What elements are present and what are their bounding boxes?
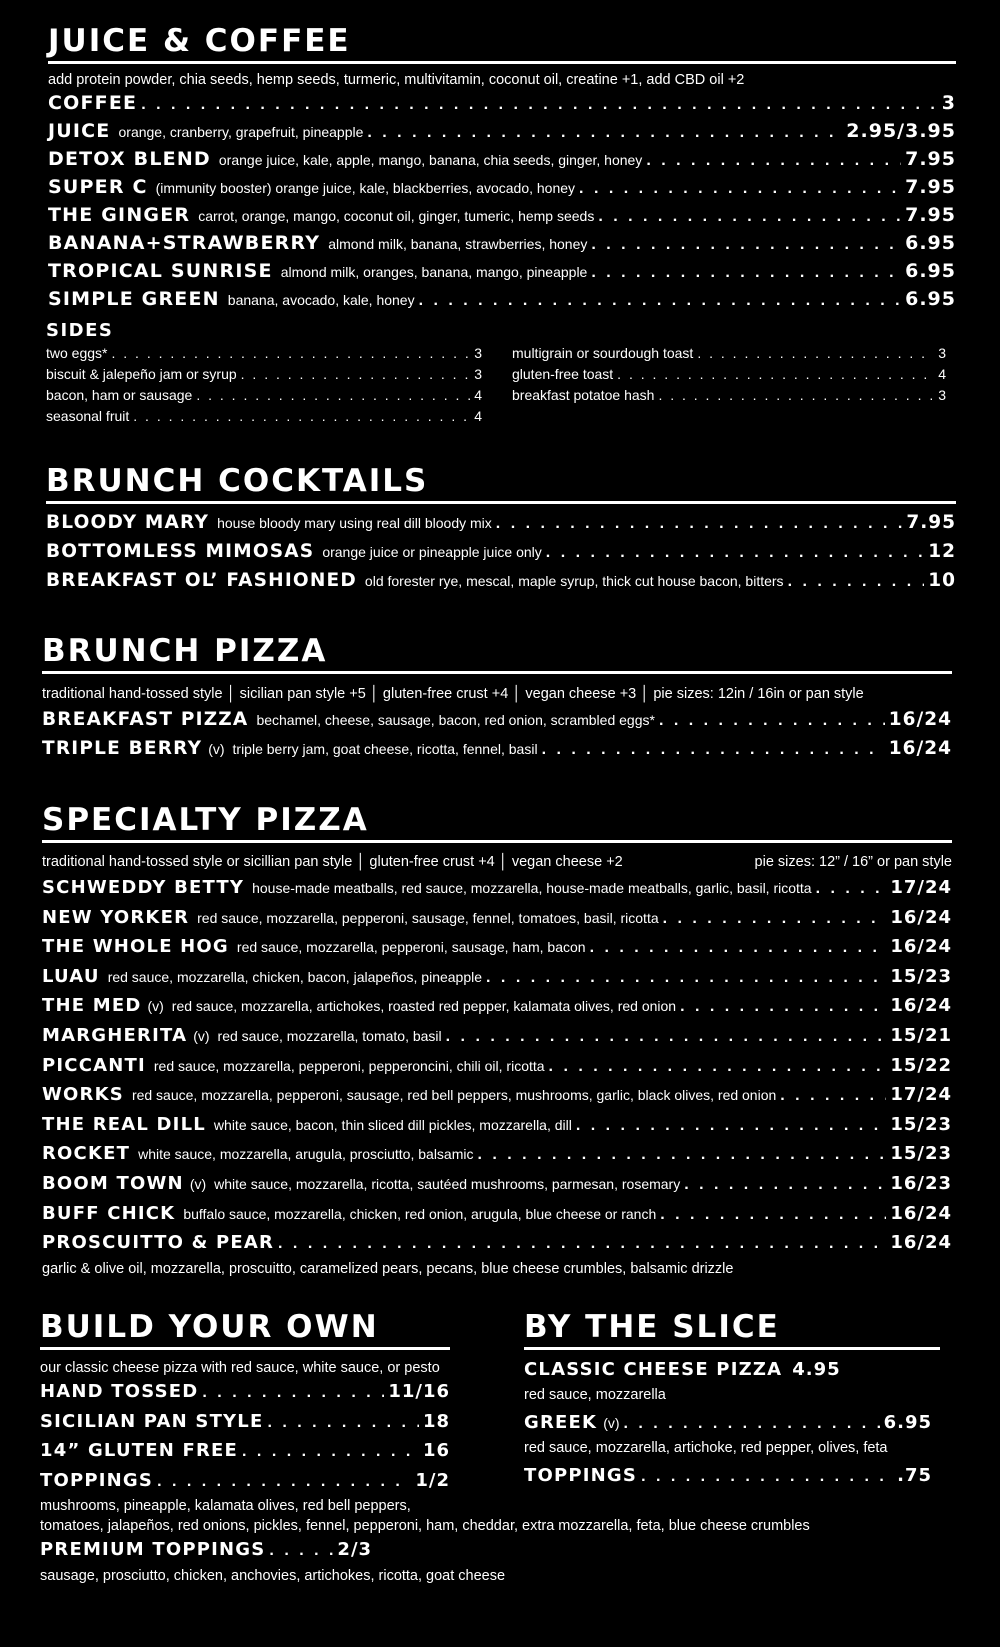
vegetarian-tag: (v) <box>147 998 164 1015</box>
leader-dots <box>591 232 901 258</box>
brunch-pizza-title: BRUNCH PIZZA <box>42 633 328 669</box>
item-name: TROPICAL SUNRISE <box>48 260 273 282</box>
menu-item-row <box>42 904 952 934</box>
juice-coffee-title: JUICE & COFFEE <box>48 23 351 59</box>
item-description: almond milk, banana, strawberries, honey <box>328 236 588 252</box>
leader-dots <box>684 1171 886 1200</box>
item-description: old forester rye, mescal, maple syrup, thick cut house bacon, bitters <box>364 573 784 589</box>
item-description: white sauce, bacon, thin sliced dill pickles, mozzarella, dill <box>213 1116 572 1133</box>
item-price: 7.95 <box>905 148 956 170</box>
item-name: BREAKFAST OL’ FASHIONED <box>46 570 357 591</box>
item-price: 15/23 <box>890 1143 952 1165</box>
leader-dots <box>278 1230 886 1259</box>
leader-dots <box>202 1379 384 1408</box>
brunch-pizza-section <box>42 634 952 764</box>
item-price: 16/23 <box>890 1172 952 1194</box>
side-item-row <box>46 385 482 406</box>
item-description: red sauce, mozzarella, chicken, bacon, jalapeños, pineapple <box>107 968 483 985</box>
side-name: two eggs* <box>46 345 108 361</box>
leader-dots <box>486 964 886 993</box>
item-description: red sauce, mozzarella, artichokes, roasted red pepper, kalamata olives, red onion <box>171 998 677 1015</box>
menu-item-row <box>42 874 952 904</box>
leader-dots <box>579 176 901 202</box>
proscuitto-pear-desc: garlic & olive oil, mozzarella, proscuitto, caramelized pears, pecans, blue cheese crumbles, balsamic drizzle <box>42 1260 734 1277</box>
leader-dots <box>659 707 885 735</box>
item-price: 10 <box>928 570 956 591</box>
item-price: 1/2 <box>415 1469 450 1491</box>
menu-item-row <box>48 146 956 174</box>
item-price: 6.95 <box>905 288 956 310</box>
item-description: orange juice or pineapple juice only <box>322 544 542 560</box>
item-description: almond milk, oranges, banana, mango, pineapple <box>280 264 588 280</box>
side-item-row <box>46 343 482 364</box>
menu-item-row <box>42 1022 952 1052</box>
menu-item-row <box>42 1081 952 1111</box>
item-name: COFFEE <box>48 92 138 114</box>
item-name: BOTTOMLESS MIMOSAS <box>46 541 315 562</box>
item-name: MARGHERITA <box>42 1024 188 1046</box>
item-name: THE REAL DILL <box>42 1113 206 1135</box>
greek-row <box>524 1409 932 1439</box>
greek-price: 6.95 <box>883 1411 932 1433</box>
leader-dots <box>446 1023 887 1052</box>
item-name: TRIPLE BERRY <box>42 738 203 759</box>
item-price: 16/24 <box>890 1232 952 1254</box>
toppings-list-line2: tomatoes, jalapeños, red onions, pickles, fennel, pepperoni, ham, cheddar, extra mozzarella, feta, blue cheese crumbles <box>40 1518 810 1535</box>
classic-cheese-row <box>524 1356 940 1385</box>
pie-sizes-note: pie sizes: 12” / 16” or pan style <box>754 854 952 870</box>
item-name: TOPPINGS <box>40 1469 154 1491</box>
side-name: bacon, ham or sausage <box>46 387 193 403</box>
item-name: SCHWEDDY BETTY <box>42 877 245 898</box>
build-your-own-title: BUILD YOUR OWN <box>40 1309 379 1345</box>
item-description: triple berry jam, goat cheese, ricotta, fennel, basil <box>232 741 538 757</box>
item-price: 17/24 <box>890 1084 952 1106</box>
side-price: 3 <box>938 345 946 361</box>
item-name: WORKS <box>42 1084 124 1106</box>
side-item-row <box>46 364 482 385</box>
item-price: 7.95 <box>905 176 956 198</box>
leader-dots <box>133 406 470 427</box>
item-price: 15/23 <box>890 1113 952 1135</box>
leader-dots <box>591 260 901 286</box>
side-price: 3 <box>938 387 946 403</box>
premium-toppings-price: 2/3 <box>337 1539 373 1561</box>
item-name: NEW YORKER <box>42 906 190 928</box>
leader-dots <box>780 1082 886 1111</box>
item-price: 3 <box>941 92 956 114</box>
menu-item-row <box>42 963 952 993</box>
item-price: 11/16 <box>388 1381 450 1402</box>
specialty-note: traditional hand-tossed style or sicillian pan style │ gluten-free crust +4 │ vegan cheese +2 <box>42 854 623 870</box>
item-description: (immunity booster) orange juice, kale, blackberries, avocado, honey <box>155 180 576 196</box>
item-price: 15/23 <box>890 965 952 987</box>
sides-left-list <box>46 343 482 427</box>
menu-item-row <box>42 992 952 1022</box>
toppings-list-line1: mushrooms, pineapple, kalamata olives, red bell peppers, <box>40 1498 411 1515</box>
item-name: SIMPLE GREEN <box>48 288 220 310</box>
item-name: LUAU <box>42 965 100 987</box>
byo-item-row <box>40 1437 450 1467</box>
side-item-row <box>512 343 946 364</box>
side-item-row <box>512 385 946 406</box>
byo-item-row <box>40 1378 450 1408</box>
menu-item-row <box>42 735 952 764</box>
side-name: breakfast potatoe hash <box>512 387 655 403</box>
greek-name: GREEK <box>524 1411 598 1433</box>
side-price: 4 <box>938 366 946 382</box>
leader-dots <box>196 385 470 406</box>
leader-dots <box>546 539 924 567</box>
item-description: orange, cranberry, grapefruit, pineapple <box>118 124 364 140</box>
classic-cheese-price: 4.95 <box>792 1359 841 1380</box>
menu-item-row <box>42 1052 952 1082</box>
menu-item-row <box>42 1111 952 1141</box>
item-description: house-made meatballs, red sauce, mozzarella, house-made meatballs, garlic, basil, ricotta <box>252 880 812 896</box>
menu-item-row <box>46 567 956 596</box>
item-price: 17/24 <box>890 877 952 898</box>
item-name: BANANA+STRAWBERRY <box>48 232 321 254</box>
cocktails-title: BRUNCH COCKTAILS <box>46 463 429 499</box>
item-description: red sauce, mozzarella, pepperoni, sausage, fennel, tomatoes, basil, ricotta <box>197 909 659 926</box>
side-name: multigrain or sourdough toast <box>512 345 694 361</box>
item-name: THE MED <box>42 995 142 1017</box>
item-name: SUPER C <box>48 176 148 198</box>
side-item-row <box>46 406 482 427</box>
premium-toppings-row <box>40 1536 450 1566</box>
item-name: THE WHOLE HOG <box>42 936 229 958</box>
item-price: 16/24 <box>888 738 952 759</box>
leader-dots <box>598 204 901 230</box>
menu-item-row <box>48 118 956 146</box>
slice-toppings-row <box>524 1462 932 1492</box>
vegetarian-tag: (v) <box>193 1027 210 1044</box>
leader-dots <box>269 1537 333 1566</box>
item-description: red sauce, mozzarella, pepperoni, sausage, red bell peppers, mushrooms, garlic, black olives, red onion <box>131 1087 777 1104</box>
item-name: THE GINGER <box>48 204 191 226</box>
item-price: 16 <box>422 1440 450 1462</box>
item-price: 18 <box>422 1410 450 1432</box>
item-price: 2.95/3.95 <box>846 120 956 142</box>
item-price: 12 <box>928 541 956 562</box>
leader-dots <box>141 92 938 118</box>
item-description: white sauce, mozzarella, ricotta, sautéed mushrooms, parmesan, rosemary <box>214 1175 681 1192</box>
sides-right-list <box>512 343 946 427</box>
side-price: 4 <box>474 387 482 403</box>
brunch-pizza-note: traditional hand-tossed style │ sicilian pan style +5 │ gluten-free crust +4 │ vegan cheese +3 │ pie sizes: 12in / 16in or pan style <box>42 686 864 702</box>
menu-item-row <box>42 1140 952 1170</box>
item-name: DETOX BLEND <box>48 148 211 170</box>
leader-dots <box>660 1201 886 1230</box>
item-price: 7.95 <box>906 512 956 533</box>
menu-item-row <box>42 706 952 735</box>
byo-item-row <box>40 1467 450 1497</box>
vegetarian-tag: (v) <box>603 1414 620 1431</box>
divider <box>524 1347 940 1350</box>
classic-cheese-desc: red sauce, mozzarella <box>524 1386 666 1403</box>
side-price: 3 <box>474 345 482 361</box>
leader-dots <box>590 934 887 963</box>
item-name: BLOODY MARY <box>46 512 210 533</box>
leader-dots <box>646 148 901 174</box>
side-price: 4 <box>474 408 482 424</box>
item-name: BREAKFAST PIZZA <box>42 709 249 730</box>
cocktail-list <box>46 509 956 596</box>
leader-dots <box>496 510 903 538</box>
item-name: HAND TOSSED <box>40 1381 199 1402</box>
greek-desc: red sauce, mozzarella, artichoke, red pepper, olives, feta <box>524 1440 888 1457</box>
leader-dots <box>576 1112 886 1141</box>
leader-dots <box>816 875 887 904</box>
menu-item-row <box>48 258 956 286</box>
leader-dots <box>157 1468 411 1497</box>
item-description: white sauce, mozzarella, arugula, prosciutto, balsamic <box>138 1146 474 1163</box>
leader-dots <box>242 1438 419 1467</box>
premium-toppings-desc: sausage, prosciutto, chicken, anchovies, artichokes, ricotta, goat cheese <box>40 1567 506 1584</box>
menu-item-row <box>48 286 956 314</box>
sides-section <box>46 320 956 427</box>
leader-dots <box>241 364 471 385</box>
specialty-pizza-list <box>42 874 952 1259</box>
item-description: red sauce, mozzarella, pepperoni, sausage, ham, bacon <box>236 939 586 956</box>
item-price: 16/24 <box>890 936 952 958</box>
item-price: 16/24 <box>890 995 952 1017</box>
premium-toppings-name: PREMIUM TOPPINGS <box>40 1539 266 1561</box>
item-description: red sauce, mozzarella, pepperoni, pepperoncini, chili oil, ricotta <box>153 1057 545 1074</box>
menu-item-row <box>42 1200 952 1230</box>
item-description: carrot, orange, mango, coconut oil, ginger, tumeric, hemp seeds <box>198 208 595 224</box>
leader-dots <box>617 364 934 385</box>
item-price: 15/22 <box>890 1054 952 1076</box>
item-price: 7.95 <box>905 204 956 226</box>
juice-addons-note: add protein powder, chia seeds, hemp seeds, turmeric, multivitamin, coconut oil, creatine +1, add CBD oil +2 <box>48 72 745 88</box>
by-the-slice-section <box>524 1310 940 1492</box>
byo-note: our classic cheese pizza with red sauce, white sauce, or pesto <box>40 1360 440 1376</box>
byo-list <box>40 1378 450 1496</box>
leader-dots <box>367 120 842 146</box>
item-name: 14” GLUTEN FREE <box>40 1440 239 1462</box>
brunch-pizza-list <box>42 706 952 764</box>
item-description: bechamel, cheese, sausage, bacon, red onion, scrambled eggs* <box>256 712 655 728</box>
item-description: banana, avocado, kale, honey <box>227 292 415 308</box>
leader-dots <box>111 343 470 364</box>
leader-dots <box>680 993 886 1022</box>
item-name: SICILIAN PAN STYLE <box>40 1410 264 1432</box>
specialty-pizza-section <box>42 803 952 1279</box>
item-name: ROCKET <box>42 1143 131 1165</box>
menu-item-row <box>48 174 956 202</box>
divider <box>46 501 956 504</box>
item-name: JUICE <box>48 120 111 142</box>
leader-dots <box>788 568 925 596</box>
juice-list <box>48 90 956 314</box>
leader-dots <box>658 385 934 406</box>
leader-dots <box>624 1410 880 1439</box>
divider <box>48 61 956 64</box>
vegetarian-tag: (v) <box>189 1175 207 1192</box>
menu-item-row <box>42 933 952 963</box>
menu-item-row <box>42 1229 952 1259</box>
item-name: BUFF CHICK <box>42 1202 176 1224</box>
divider <box>42 671 952 674</box>
leader-dots <box>478 1141 887 1170</box>
item-price: 16/24 <box>890 1202 952 1224</box>
item-price: 6.95 <box>905 260 956 282</box>
menu-item-row <box>46 509 956 538</box>
juice-coffee-section <box>48 24 956 314</box>
side-name: seasonal fruit <box>46 408 130 424</box>
item-description: red sauce, mozzarella, tomato, basil <box>217 1027 442 1044</box>
item-price: 16/24 <box>890 906 952 928</box>
item-name: PICCANTI <box>42 1054 146 1076</box>
item-name: PROSCUITTO & PEAR <box>42 1232 275 1254</box>
item-name: BOOM TOWN <box>42 1172 184 1194</box>
item-description: buffalo sauce, mozzarella, chicken, red onion, arugula, blue cheese or ranch <box>183 1205 657 1222</box>
by-the-slice-title: BY THE SLICE <box>524 1309 780 1345</box>
menu-item-row <box>48 230 956 258</box>
byo-item-row <box>40 1408 450 1438</box>
side-item-row <box>512 364 946 385</box>
side-name: biscuit & jalepeño jam or syrup <box>46 366 237 382</box>
leader-dots <box>542 736 885 764</box>
item-price: 6.95 <box>905 232 956 254</box>
menu-item-row <box>48 202 956 230</box>
leader-dots <box>663 905 887 934</box>
item-description: house bloody mary using real dill bloody mix <box>217 515 492 531</box>
side-name: gluten-free toast <box>512 366 614 382</box>
divider <box>42 840 952 843</box>
leader-dots <box>267 1409 418 1438</box>
divider <box>40 1347 450 1350</box>
slice-toppings-price: .75 <box>897 1465 932 1487</box>
classic-cheese-name: CLASSIC CHEESE PIZZA <box>524 1359 783 1380</box>
item-price: 16/24 <box>888 709 952 730</box>
leader-dots <box>549 1053 887 1082</box>
slice-toppings-name: TOPPINGS <box>524 1465 638 1487</box>
leader-dots <box>419 288 902 314</box>
item-description: orange juice, kale, apple, mango, banana, chia seeds, ginger, honey <box>218 152 643 168</box>
leader-dots <box>697 343 934 364</box>
vegetarian-tag: (v) <box>208 741 225 757</box>
leader-dots <box>641 1463 893 1492</box>
side-price: 3 <box>474 366 482 382</box>
cocktails-section <box>46 464 956 596</box>
sides-title: SIDES <box>46 320 114 341</box>
menu-item-row <box>42 1170 952 1200</box>
specialty-pizza-title: SPECIALTY PIZZA <box>42 802 369 838</box>
item-price: 15/21 <box>890 1024 952 1046</box>
menu-item-row <box>48 90 956 118</box>
menu-item-row <box>46 538 956 567</box>
